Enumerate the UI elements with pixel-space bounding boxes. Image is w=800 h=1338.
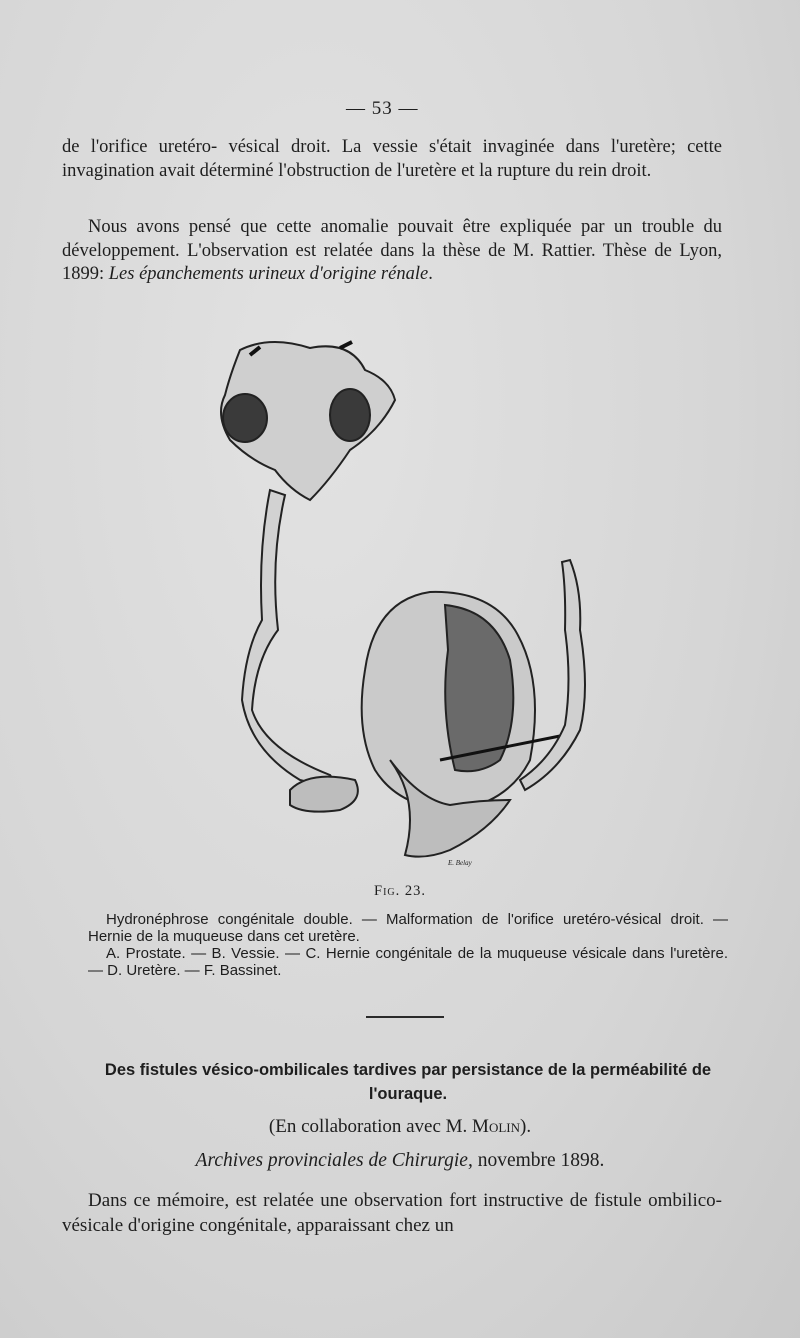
figure-label xyxy=(0,883,800,900)
thesis-title: Les épanchements urineux d'origine rénale xyxy=(108,264,429,284)
kidney-drawing xyxy=(221,342,395,500)
section-heading: Des fistules vésico-ombilicales tardives par persistance de la perméabilité de l'ouraque. xyxy=(104,1061,712,1103)
figure-label-text: Fig. 23. xyxy=(374,883,426,899)
paragraph-3: Dans ce mémoire, est relatée une observation fort instructive de fistule ombilico-vésicale d'origine congénitale, apparaissant chez un xyxy=(62,1190,722,1236)
journal-date: novembre 1898. xyxy=(472,1150,605,1171)
collaborator-name: Molin xyxy=(472,1116,520,1137)
engraver-signature: E. Belay xyxy=(448,859,472,867)
collaboration-prefix: (En collaboration avec M. xyxy=(268,1116,473,1137)
page-number: — 53 — xyxy=(346,98,419,119)
journal-title: Archives provinciales de Chirurgie, xyxy=(195,1150,473,1171)
collaboration-suffix: ). xyxy=(520,1116,532,1137)
anatomical-illustration xyxy=(190,330,610,880)
paragraph-1: de l'orifice uretéro- vésical droit. La vessie s'était invaginée dans l'uretère; cette invagination avait déterminé l'obstruction de l'uretère et la rupture du rein droit. xyxy=(62,137,722,181)
figure-caption-2: A. Prostate. — B. Vessie. — C. Hernie congénitale de la muqueuse vésicale dans l'uretère. — D. Uretère. — F. Bassinet. xyxy=(88,945,728,979)
section-divider xyxy=(366,1016,444,1018)
paragraph-2-end: . xyxy=(428,264,433,284)
prostate-drawing xyxy=(290,777,358,812)
left-ureter-drawing xyxy=(242,490,340,790)
paragraph-2 xyxy=(62,216,722,287)
figure-caption-1: Hydronéphrose congénitale double. — Malformation de l'orifice uretéro-vésical droit. — Hernie de la muqueuse dans cet uretère. xyxy=(88,911,728,945)
collaboration-line xyxy=(0,1116,800,1138)
bladder-drawing xyxy=(362,592,560,857)
journal-reference xyxy=(0,1150,800,1172)
paragraph-2-text: Nous avons pensé que cette anomalie pouvait être expliquée par un trouble du développement. L'observation est relatée dans la thèse de M. Rattier. Thèse de Lyon, 1899: xyxy=(62,217,722,284)
